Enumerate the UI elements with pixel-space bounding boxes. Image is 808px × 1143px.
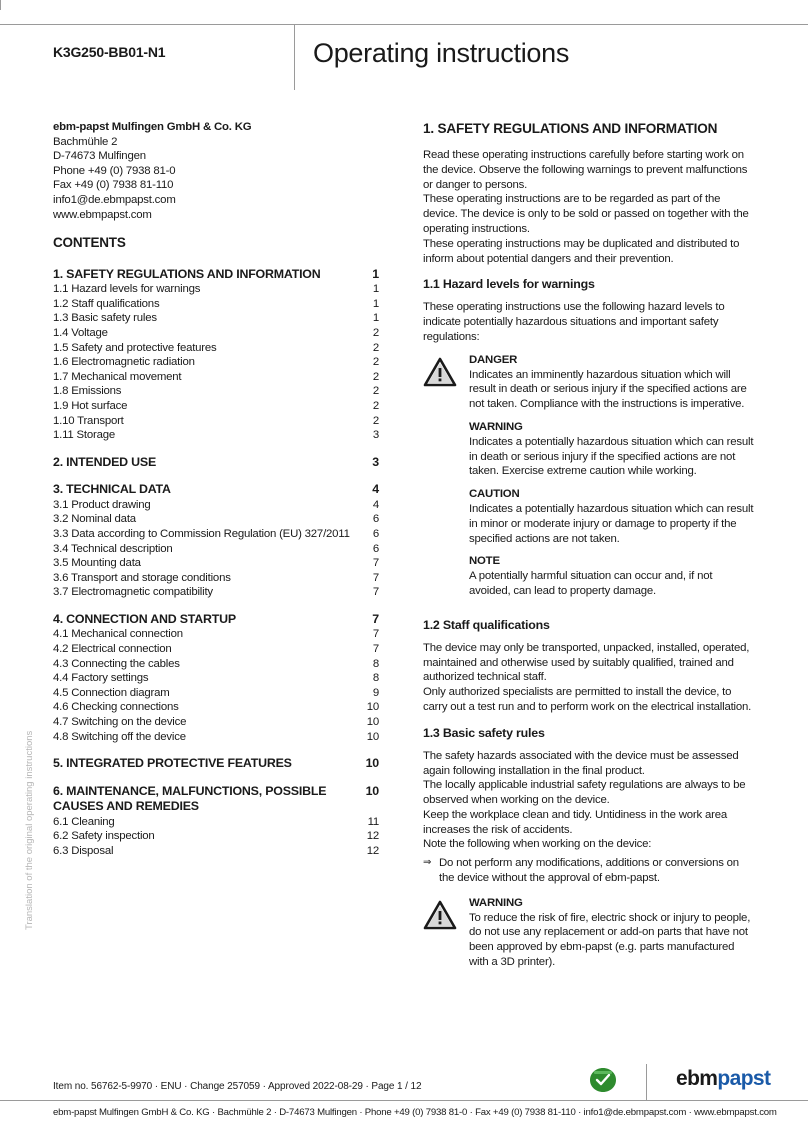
toc-entry-label: 5. INTEGRATED PROTECTIVE FEATURES	[53, 756, 292, 771]
toc-section-entry[interactable]	[53, 784, 379, 815]
toc-entry-page: 2	[372, 370, 379, 383]
note-text: A potentially harmful situation can occur and, if not avoided, can lead to property damage.	[469, 570, 713, 597]
toc-entry[interactable]	[53, 627, 379, 642]
toc-entry-page: 12	[366, 844, 379, 857]
toc-entry[interactable]	[53, 730, 379, 745]
footer-rule	[0, 1100, 808, 1101]
toc-entry-page: 6	[372, 527, 379, 540]
toc-entry-label: 1.11 Storage	[53, 429, 115, 442]
toc-entry[interactable]	[53, 571, 379, 586]
company-web[interactable]: www.ebmpapst.com	[53, 208, 152, 221]
toc-entry-page: 10	[365, 783, 379, 798]
paragraph: The locally applicable industrial safety regulations are always to be observed when working on the device.	[423, 779, 746, 807]
company-phone: Phone +49 (0) 7938 81-0	[53, 164, 176, 177]
toc-entry[interactable]	[53, 399, 379, 414]
toc-entry-label: 6. MAINTENANCE, MALFUNCTIONS, POSSIBLE CAUSES AND REMEDIES	[53, 783, 327, 814]
toc-entry-label: 4.1 Mechanical connection	[53, 628, 183, 641]
warning-text: To reduce the risk of fire, electric shock or injury to people, do not use any replacement or add-on parts that have not been approved by ebm-papst (e.g. parts manufactured with a 3D printer).	[469, 911, 751, 969]
toc-entry-label: 1.6 Electromagnetic radiation	[53, 356, 195, 369]
toc-entry-label: 1.10 Transport	[53, 414, 124, 427]
bullet-text: Do not perform any modifications, additions or conversions on the device without the approval of ebm-papst.	[439, 857, 739, 885]
header-divider	[294, 24, 295, 90]
toc-entry-label: 6.1 Cleaning	[53, 815, 115, 828]
toc-entry-page: 2	[372, 356, 379, 369]
toc-entry[interactable]	[53, 428, 379, 443]
translation-note: Translation of the original operating instructions	[24, 730, 35, 930]
toc-entry-page: 3	[372, 429, 379, 442]
toc-entry-page: 8	[372, 657, 379, 670]
toc-entry-label: 1. SAFETY REGULATIONS AND INFORMATION	[53, 266, 321, 281]
toc-entry-label: 3.1 Product drawing	[53, 498, 151, 511]
toc-entry-page: 1	[372, 266, 379, 281]
warning-triangle-icon	[423, 900, 457, 930]
toc-entry-page: 1	[372, 297, 379, 310]
toc-entry[interactable]	[53, 527, 379, 542]
toc-entry[interactable]	[53, 355, 379, 370]
toc-entry-page: 2	[372, 341, 379, 354]
toc-entry-page: 7	[372, 643, 379, 656]
toc-entry[interactable]	[53, 815, 379, 830]
toc-entry-page: 7	[372, 586, 379, 599]
brand-divider	[646, 1064, 647, 1100]
paragraph: Only authorized specialists are permitted to install the device, to carry out a test run and to perform work on the electrical installation.	[423, 686, 752, 713]
toc-entry-page: 4	[372, 498, 379, 511]
toc-section-entry[interactable]	[53, 455, 379, 471]
company-name: ebm-papst Mulfingen GmbH & Co. KG	[53, 121, 252, 133]
toc-entry-label: 3.2 Nominal data	[53, 513, 136, 526]
toc-entry-label: 3.5 Mounting data	[53, 557, 141, 570]
toc-entry-page: 1	[372, 312, 379, 325]
warning-title: WARNING	[469, 896, 523, 909]
toc-section-entry[interactable]	[53, 482, 379, 498]
item-number-line: Item no. 56762-5-9970 · ENU · Change 257059 · Approved 2022-08-29 · Page 1 / 12	[53, 1081, 422, 1092]
toc-section-entry[interactable]	[53, 267, 379, 283]
toc-entry-page: 9	[372, 686, 379, 699]
ebmpapst-logo	[676, 1067, 770, 1091]
contents-heading: CONTENTS	[53, 235, 126, 251]
toc-entry[interactable]	[53, 844, 379, 859]
toc-entry-page: 7	[372, 571, 379, 584]
toc-entry-page: 7	[372, 628, 379, 641]
paragraph: Read these operating instructions carefully before starting work on the device. Observe the following warnings to prevent malfunctions or danger to persons.	[423, 149, 748, 191]
toc-entry-label: 3.7 Electromagnetic compatibility	[53, 586, 213, 599]
bullet-item	[423, 856, 755, 886]
company-street: Bachmühle 2	[53, 135, 118, 148]
toc-entry-label: 4.8 Switching off the device	[53, 730, 186, 743]
toc-entry-label: 4.4 Factory settings	[53, 672, 149, 685]
toc-entry[interactable]	[53, 341, 379, 356]
toc-entry-page: 7	[372, 557, 379, 570]
toc-entry-label: 4.3 Connecting the cables	[53, 657, 180, 670]
toc-entry[interactable]	[53, 384, 379, 399]
paragraph: These operating instructions are to be regarded as part of the device. The device is only to be sold or passed on together with the operating instructions.	[423, 193, 749, 235]
company-fax: Fax +49 (0) 7938 81-110	[53, 179, 174, 192]
caution-title: CAUTION	[469, 488, 520, 501]
caution-text: Indicates a potentially hazardous situation which can result in minor or moderate injury or damage to property if the specified actions are not taken.	[469, 502, 754, 545]
toc-entry-label: 6.3 Disposal	[53, 844, 114, 857]
toc-entry-label: 1.7 Mechanical movement	[53, 370, 182, 383]
table-of-contents	[53, 267, 379, 859]
toc-entry[interactable]	[53, 642, 379, 657]
toc-entry-page: 12	[366, 830, 379, 843]
toc-entry[interactable]	[53, 585, 379, 600]
toc-entry[interactable]	[53, 498, 379, 513]
header-top-rule	[0, 24, 808, 25]
toc-entry[interactable]	[53, 297, 379, 312]
margin-tick	[0, 0, 1, 10]
danger-text: Indicates an imminently hazardous situation which will result in death or serious injury if the specified actions are not taken. Compliance with the instructions is imperative.	[469, 368, 747, 411]
danger-title: DANGER	[469, 353, 518, 366]
toc-entry[interactable]	[53, 556, 379, 571]
toc-entry-label: 4.6 Checking connections	[53, 701, 179, 714]
right-column	[423, 120, 755, 970]
paragraph: These operating instructions may be duplicated and distributed to inform about potential dangers and their prevention.	[423, 237, 740, 265]
toc-entry-label: 1.3 Basic safety rules	[53, 312, 157, 325]
toc-entry-page: 10	[365, 756, 379, 771]
toc-entry[interactable]	[53, 311, 379, 326]
paragraph: These operating instructions use the following hazard levels to indicate potentially hazardous situations and important safety regulations:	[423, 301, 725, 343]
paragraph: The device may only be transported, unpacked, installed, operated, maintained and otherwise used by suitably qualified, trained and authorized technical staff.	[423, 641, 750, 684]
toc-entry-page: 6	[372, 513, 379, 526]
toc-entry-page: 2	[372, 400, 379, 412]
toc-entry[interactable]	[53, 657, 379, 672]
toc-section-entry[interactable]	[53, 612, 379, 628]
logo-part-papst: papst	[717, 1067, 771, 1090]
toc-entry-page: 2	[372, 327, 379, 340]
toc-entry-label: 3.6 Transport and storage conditions	[53, 571, 231, 584]
hazard-levels-block	[423, 353, 755, 607]
section-1-3-heading: 1.3 Basic safety rules	[423, 725, 545, 740]
toc-entry-label: 4.7 Switching on the device	[53, 716, 187, 728]
toc-entry-page: 1	[372, 283, 379, 296]
toc-entry[interactable]	[53, 370, 379, 385]
section-1-1-heading: 1.1 Hazard levels for warnings	[423, 277, 595, 292]
toc-entry-page: 4	[372, 482, 379, 497]
toc-entry-page: 2	[372, 414, 379, 427]
paragraph: Note the following when working on the device:	[423, 838, 652, 851]
warning-block	[423, 896, 755, 970]
warning-triangle-icon	[423, 357, 457, 387]
toc-entry[interactable]	[53, 414, 379, 429]
toc-entry-label: 6.2 Safety inspection	[53, 830, 155, 843]
toc-entry[interactable]	[53, 700, 379, 715]
toc-entry-label: 1.8 Emissions	[53, 385, 122, 398]
company-city: D-74673 Mulfingen	[53, 150, 146, 163]
company-footer: ebm-papst Mulfingen GmbH & Co. KG · Bachmühle 2 · D-74673 Mulfingen · Phone +49 (0) 7938 81-0 · Fax +49 (0) 7938 81-110 · info1@de.ebmpapst.com · www.ebmpapst.com	[53, 1107, 777, 1118]
toc-entry[interactable]	[53, 542, 379, 557]
toc-entry-label: 4.2 Electrical connection	[53, 643, 172, 656]
toc-entry[interactable]	[53, 326, 379, 341]
hazard-icon-column	[423, 353, 469, 607]
toc-entry-label: 4.5 Connection diagram	[53, 686, 170, 699]
hazard-icon-column	[423, 896, 469, 970]
toc-entry-page: 10	[366, 716, 379, 728]
model-number: K3G250-BB01-N1	[53, 44, 166, 60]
paragraph: The safety hazards associated with the device must be assessed again following installation in the final product.	[423, 749, 739, 777]
toc-entry[interactable]	[53, 671, 379, 686]
green-tech-badge-icon	[588, 1066, 618, 1094]
warning-title: WARNING	[469, 420, 523, 433]
section-1-heading: 1. SAFETY REGULATIONS AND INFORMATION	[423, 121, 718, 136]
toc-entry-page: 6	[372, 542, 379, 555]
paragraph: Keep the workplace clean and tidy. Untidiness in the work area increases the risk of accidents.	[423, 808, 727, 836]
toc-entry-label: 2. INTENDED USE	[53, 454, 157, 469]
toc-section-entry[interactable]	[53, 756, 379, 772]
toc-entry-label: 1.4 Voltage	[53, 327, 108, 340]
toc-entry-page: 10	[366, 730, 379, 743]
toc-entry[interactable]	[53, 686, 379, 701]
arrow-right-icon: ⇒	[423, 857, 432, 869]
logo-part-ebm: ebm	[676, 1067, 718, 1090]
left-column	[53, 120, 379, 858]
toc-entry-page: 3	[372, 454, 379, 469]
toc-entry-label: 1.1 Hazard levels for warnings	[53, 283, 201, 296]
toc-entry[interactable]	[53, 512, 379, 527]
toc-entry-page: 8	[372, 672, 379, 685]
toc-entry-page: 2	[372, 385, 379, 398]
toc-entry-label: 3.3 Data according to Commission Regulation (EU) 327/2011	[53, 527, 350, 540]
toc-entry-label: 3.4 Technical description	[53, 542, 173, 555]
toc-entry[interactable]	[53, 829, 379, 844]
toc-entry-page: 10	[366, 701, 379, 714]
toc-entry-label: 4. CONNECTION AND STARTUP	[53, 611, 236, 626]
company-email[interactable]: info1@de.ebmpapst.com	[53, 193, 176, 206]
toc-entry-label: 1.9 Hot surface	[53, 400, 128, 412]
toc-entry-label: 1.2 Staff qualifications	[53, 297, 160, 310]
toc-entry[interactable]	[53, 282, 379, 297]
warning-text: Indicates a potentially hazardous situation which can result in death or serious injury if the specified actions are not taken. Exercise extreme caution while working.	[469, 435, 754, 478]
toc-entry-label: 1.5 Safety and protective features	[53, 341, 217, 354]
toc-entry-page: 11	[367, 815, 379, 828]
note-title: NOTE	[469, 555, 500, 568]
toc-entry-label: 3. TECHNICAL DATA	[53, 482, 171, 497]
section-1-2-heading: 1.2 Staff qualifications	[423, 617, 550, 632]
toc-entry[interactable]	[53, 715, 379, 730]
page-title: Operating instructions	[313, 38, 570, 68]
toc-entry-page: 7	[372, 611, 379, 626]
